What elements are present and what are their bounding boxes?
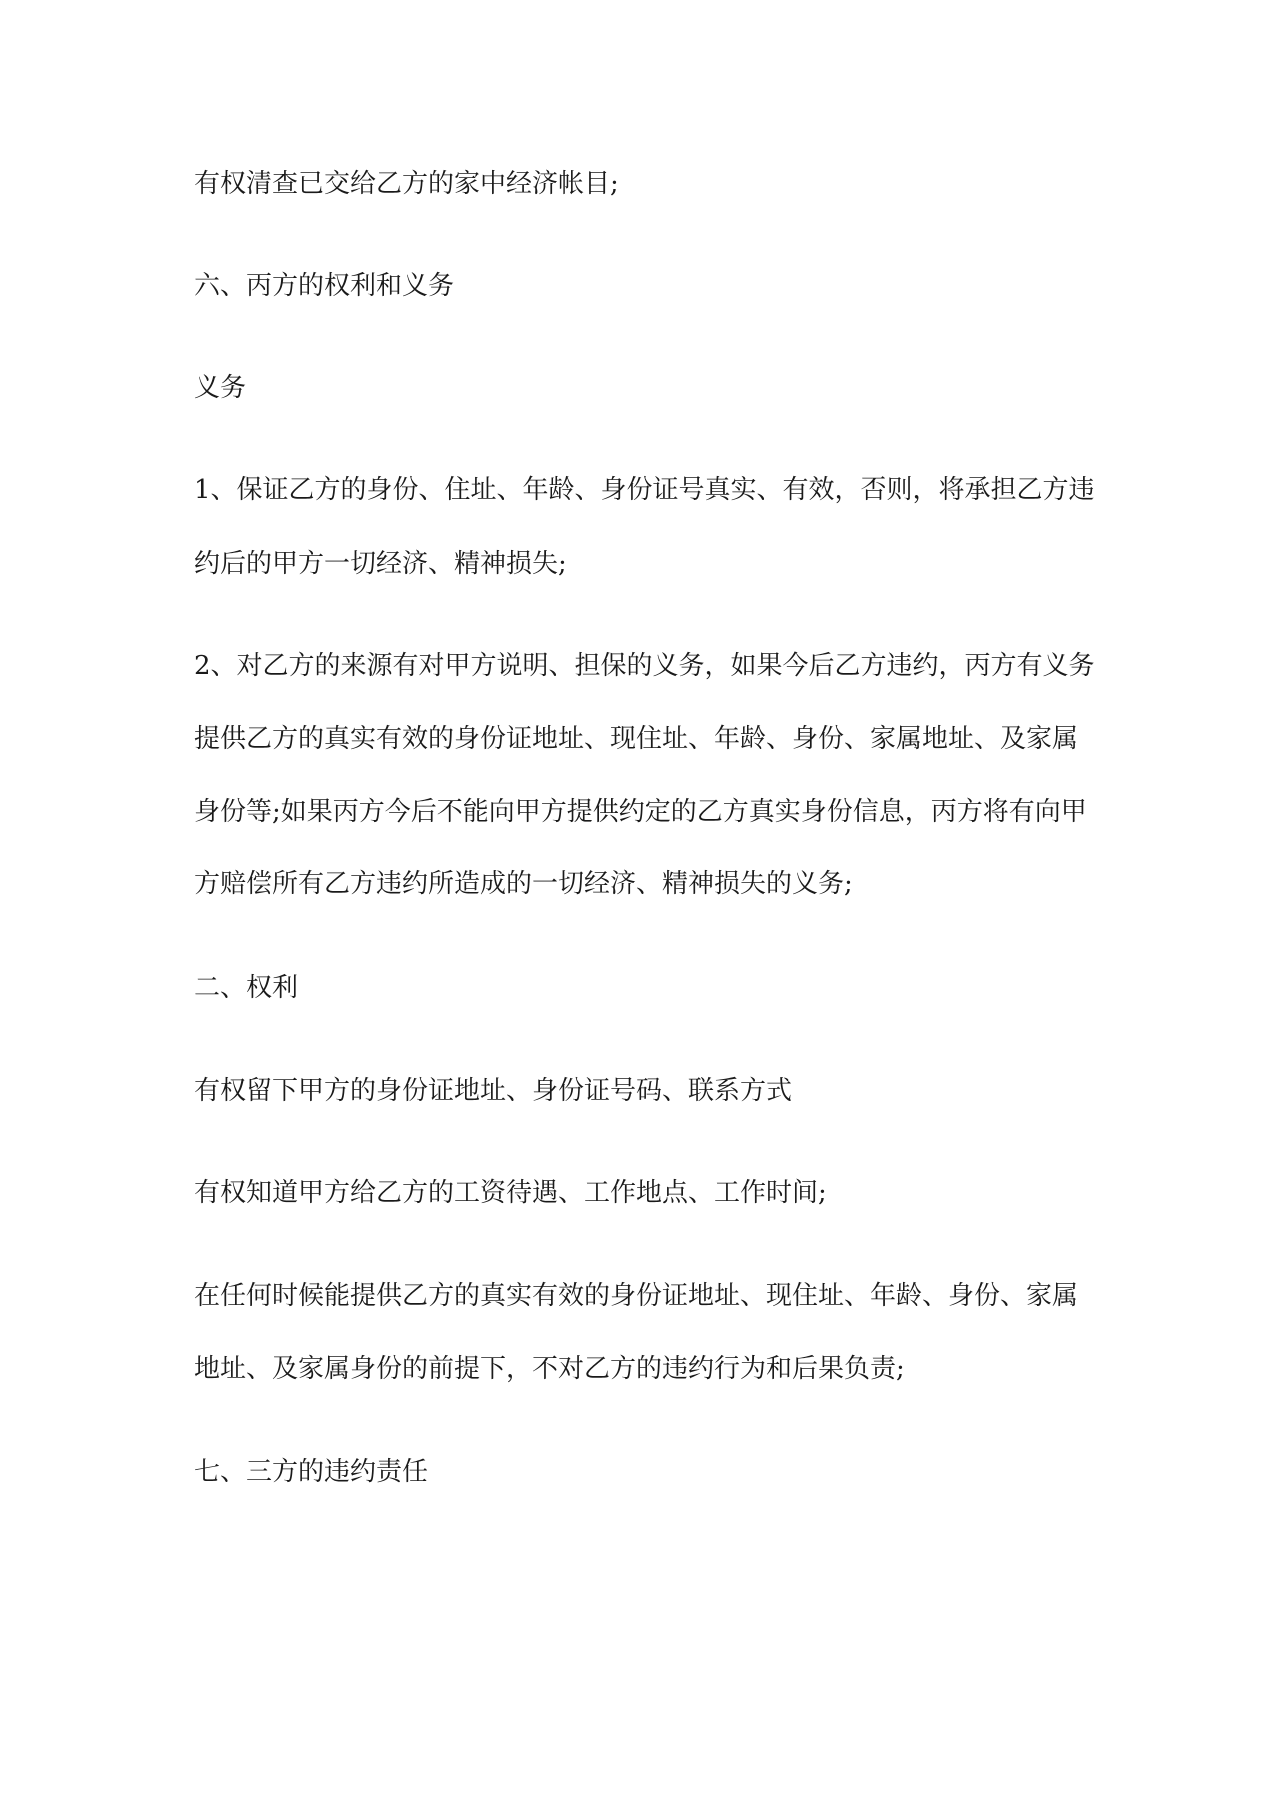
paragraph-line: 地址、及家属身份的前提下，不对乙方的违约行为和后果负责; [194,1354,905,1384]
paragraph-line: 2、对乙方的来源有对甲方说明、担保的义务，如果今后乙方违约，丙方有义务 [194,651,1095,681]
subsection-heading: 义务 [194,373,247,403]
paragraph-line: 有权留下甲方的身份证地址、身份证号码、联系方式 [194,1076,793,1106]
paragraph-line: 1、保证乙方的身份、住址、年龄、身份证号真实、有效，否则，将承担乙方违 [194,475,1095,505]
section-heading: 七、三方的违约责任 [194,1457,429,1487]
paragraph-line: 约后的甲方一切经济、精神损失; [194,549,567,579]
subsection-heading: 二、权利 [194,973,299,1003]
paragraph-line: 有权知道甲方给乙方的工资待遇、工作地点、工作时间; [194,1178,827,1208]
paragraph-line: 方赔偿所有乙方违约所造成的一切经济、精神损失的义务; [194,869,853,899]
paragraph-line: 身份等;如果丙方今后不能向甲方提供约定的乙方真实身份信息，丙方将有向甲 [194,797,1087,827]
section-heading: 六、丙方的权利和义务 [194,271,455,301]
paragraph-line: 提供乙方的真实有效的身份证地址、现住址、年龄、身份、家属地址、及家属 [194,724,1079,754]
paragraph-line: 在任何时候能提供乙方的真实有效的身份证地址、现住址、年龄、身份、家属 [194,1281,1079,1311]
paragraph-line: 有权清查已交给乙方的家中经济帐目; [194,169,619,199]
